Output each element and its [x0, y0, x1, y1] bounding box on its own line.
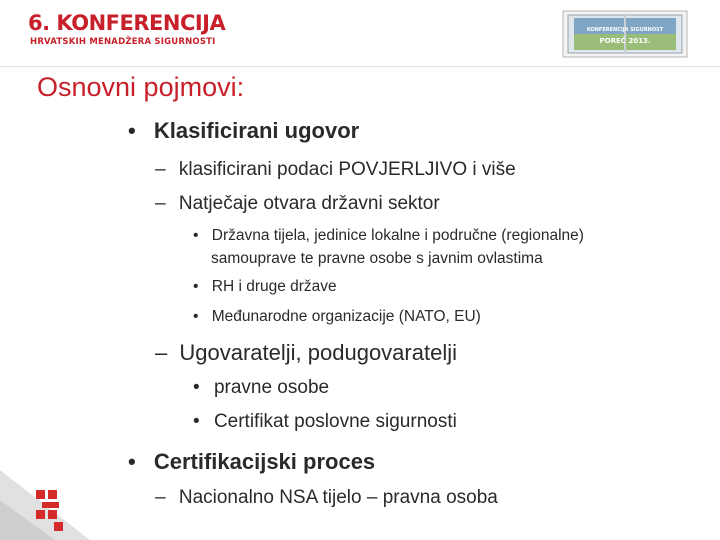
bullet-text: Nacionalno NSA tijelo – pravna osoba	[178, 487, 498, 508]
slide-title: Osnovni pojmovi:	[37, 72, 245, 102]
bullet-text: Certifikat poslovne sigurnosti	[213, 411, 457, 432]
bullet-level2	[155, 340, 457, 366]
window-logo-line1: KONFERENCIJA SIGURNOST	[586, 27, 664, 33]
bullet-text: RH i druge države	[211, 278, 337, 295]
bullet-text: klasificirani podaci POVJERLJIVO i više	[178, 159, 516, 180]
bullet-level1	[128, 449, 375, 475]
bullet-text: Natječaje otvara državni sektor	[178, 193, 440, 214]
bullet-text: Međunarodne organizacije (NATO, EU)	[211, 308, 481, 325]
bullet-level2	[155, 193, 440, 215]
conference-logo-title: 6. KONFERENCIJA	[28, 11, 226, 35]
bullet-level2	[155, 487, 498, 509]
conference-logo-subtitle: HRVATSKIH MENADŽERA SIGURNOSTI	[30, 37, 216, 47]
bullet-marker: •	[128, 118, 136, 143]
bullet-text: pravne osobe	[213, 377, 330, 398]
window-logo-icon	[562, 10, 688, 58]
dash-marker: –	[155, 340, 168, 365]
header	[0, 0, 720, 64]
bullet-level3	[193, 306, 481, 328]
bullet-continuation	[211, 248, 543, 270]
header-divider	[0, 66, 720, 67]
corner-logo-icon	[0, 470, 90, 540]
bullet-marker: •	[193, 377, 200, 398]
bullet-text: Certifikacijski proces	[153, 449, 376, 474]
bullet-marker: •	[193, 227, 199, 244]
bullet-level3	[193, 276, 337, 298]
bullet-level2	[155, 159, 516, 181]
bullet-level1	[128, 118, 359, 144]
bullet-marker: •	[193, 411, 200, 432]
window-logo-line2: POREČ 2013.	[599, 37, 651, 45]
bullet-text: Ugovaratelji, podugovaratelji	[179, 340, 457, 365]
bullet-marker: •	[128, 449, 136, 474]
bullet-level3	[193, 411, 457, 433]
bullet-text: samouprave te pravne osobe s javnim ovlastima	[211, 250, 543, 267]
bullet-text: Državna tijela, jedinice lokalne i područne (regionalne)	[211, 227, 584, 244]
bullet-marker: •	[193, 278, 199, 295]
dash-marker: –	[155, 487, 166, 508]
bullet-marker: •	[193, 308, 199, 325]
dash-marker: –	[155, 193, 166, 214]
bullet-text: Klasificirani ugovor	[153, 118, 360, 143]
dash-marker: –	[155, 159, 166, 180]
bullet-level3	[193, 377, 329, 399]
bullet-level3	[193, 225, 584, 247]
